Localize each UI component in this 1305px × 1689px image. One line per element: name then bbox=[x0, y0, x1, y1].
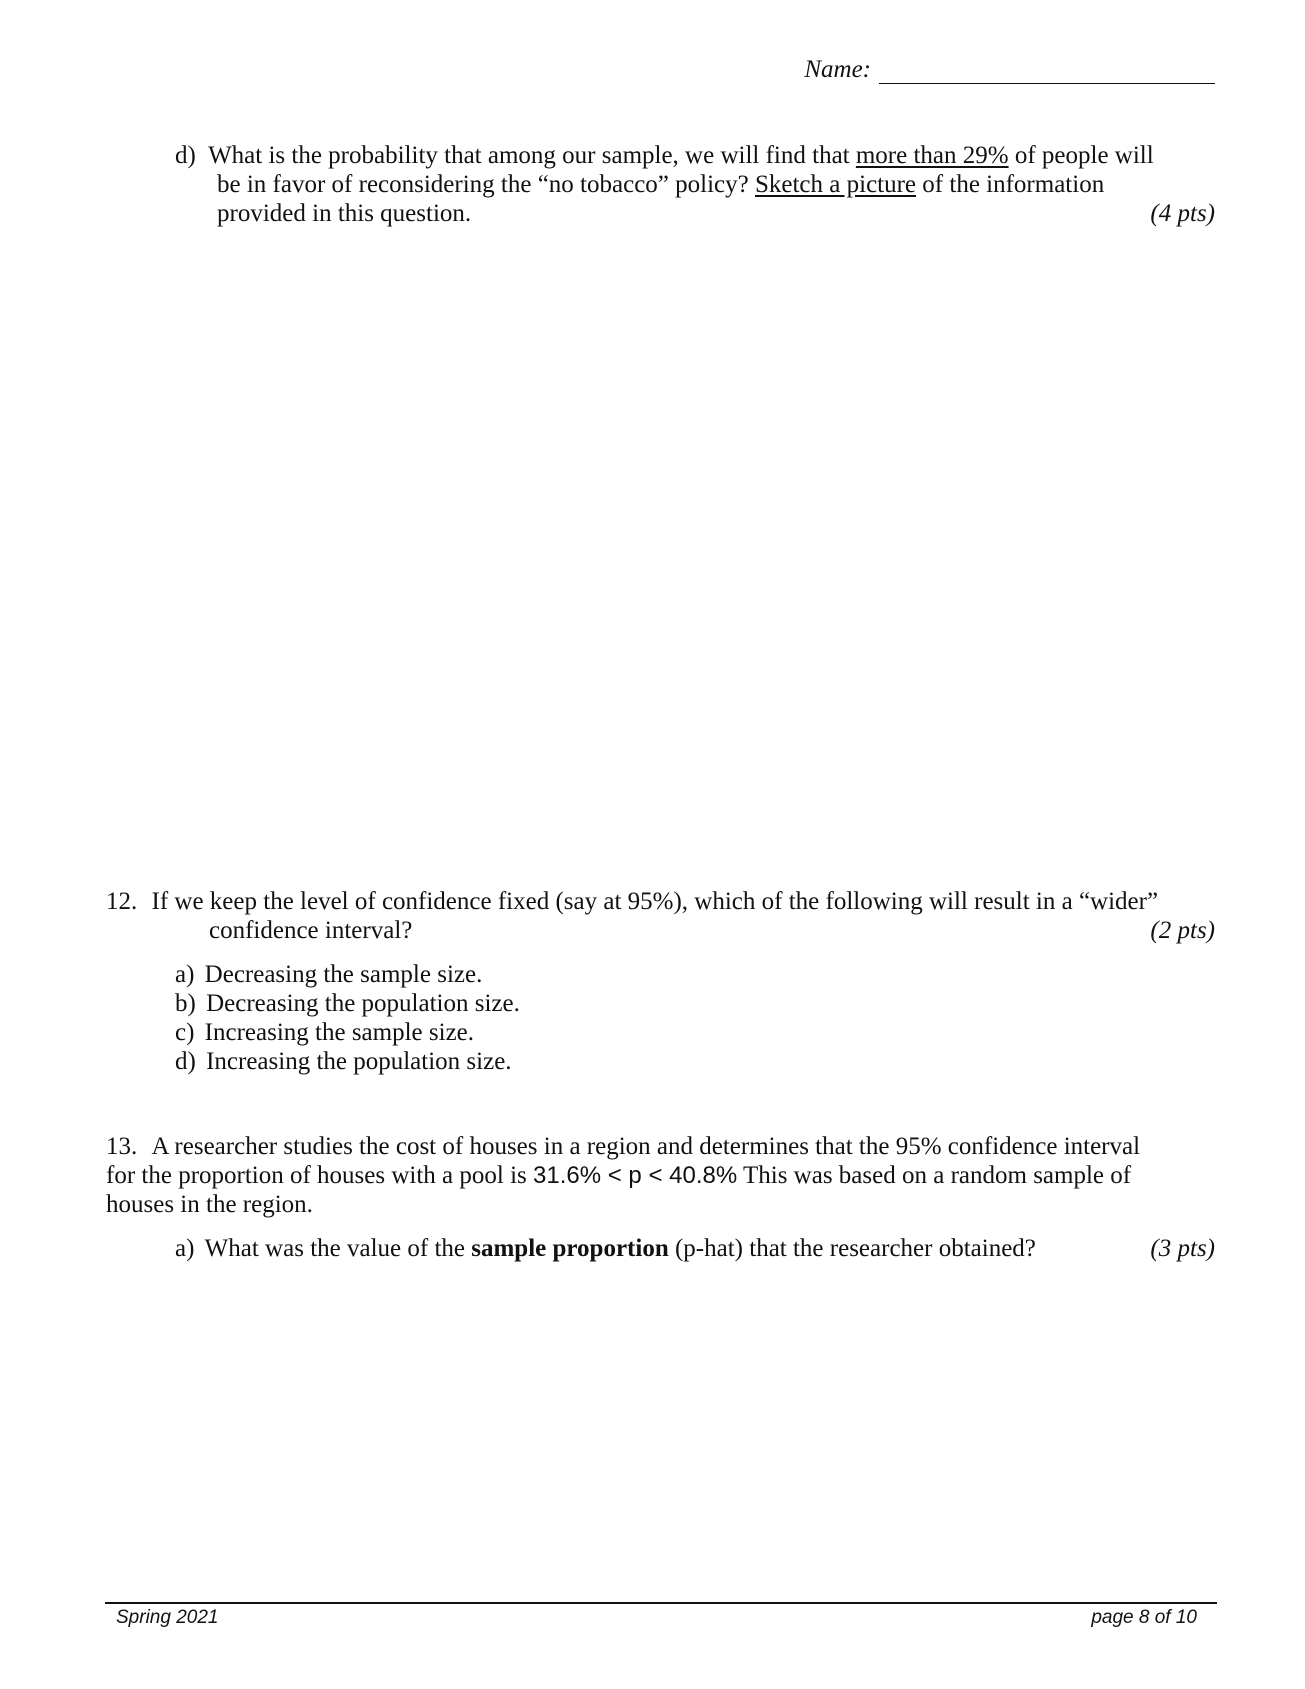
q12-line1: 12. If we keep the level of confidence fixed (say at 95%), which of the following will result in a “wider” bbox=[106, 888, 1159, 915]
q11d-underline-sketch: Sketch a picture bbox=[754, 171, 917, 198]
q12-option-b[interactable]: b) Decreasing the population size. bbox=[175, 990, 520, 1017]
q12-points: (2 pts) bbox=[1150, 917, 1215, 944]
q13-line1: 13. A researcher studies the cost of houses in a region and determines that the 95% confidence interval bbox=[106, 1133, 1141, 1160]
q12-line2: confidence interval? bbox=[209, 917, 413, 944]
footer-page-number: page 8 of 10 bbox=[1091, 1607, 1197, 1628]
q13a-bold-term: sample proportion bbox=[471, 1235, 669, 1262]
name-label: Name: bbox=[804, 56, 871, 83]
q11d-points: (4 pts) bbox=[1150, 200, 1215, 227]
q13-line2: for the proportion of houses with a pool is 31.6% < p < 40.8% This was based on a random sample of bbox=[106, 1162, 1132, 1189]
footer-term: Spring 2021 bbox=[116, 1607, 219, 1628]
q12-option-a[interactable]: a) Decreasing the sample size. bbox=[175, 961, 483, 988]
q11d-label: d) bbox=[175, 142, 196, 169]
q11d-underline-more-than: more than 29% bbox=[855, 142, 1009, 169]
q11d-line1: d) What is the probability that among our sample, we will find that more than 29% of people will bbox=[175, 142, 1154, 169]
q11d-line3: provided in this question. bbox=[217, 200, 472, 227]
q11d-answer-space[interactable] bbox=[105, 240, 1217, 880]
q11d-line2: be in favor of reconsidering the “no tobacco” policy? Sketch a picture of the information bbox=[217, 171, 1105, 198]
q13-line3: houses in the region. bbox=[106, 1191, 313, 1218]
q13-interval: 31.6% < p < 40.8% bbox=[533, 1162, 738, 1189]
q13a-points: (3 pts) bbox=[1150, 1235, 1215, 1262]
q12-number: 12. bbox=[106, 888, 138, 915]
q13a-label: a) bbox=[175, 1235, 195, 1262]
q13a-prompt: a) What was the value of the sample proportion (p-hat) that the researcher obtained? bbox=[175, 1235, 1036, 1262]
footer-divider bbox=[105, 1602, 1217, 1604]
q12-option-d[interactable]: d) Increasing the population size. bbox=[175, 1048, 512, 1075]
q13a-answer-space[interactable] bbox=[105, 1275, 1217, 1575]
q12-option-c[interactable]: c) Increasing the sample size. bbox=[175, 1019, 475, 1046]
name-blank-line[interactable] bbox=[879, 57, 1215, 84]
q13-number: 13. bbox=[106, 1133, 138, 1160]
name-field[interactable] bbox=[804, 56, 1215, 84]
